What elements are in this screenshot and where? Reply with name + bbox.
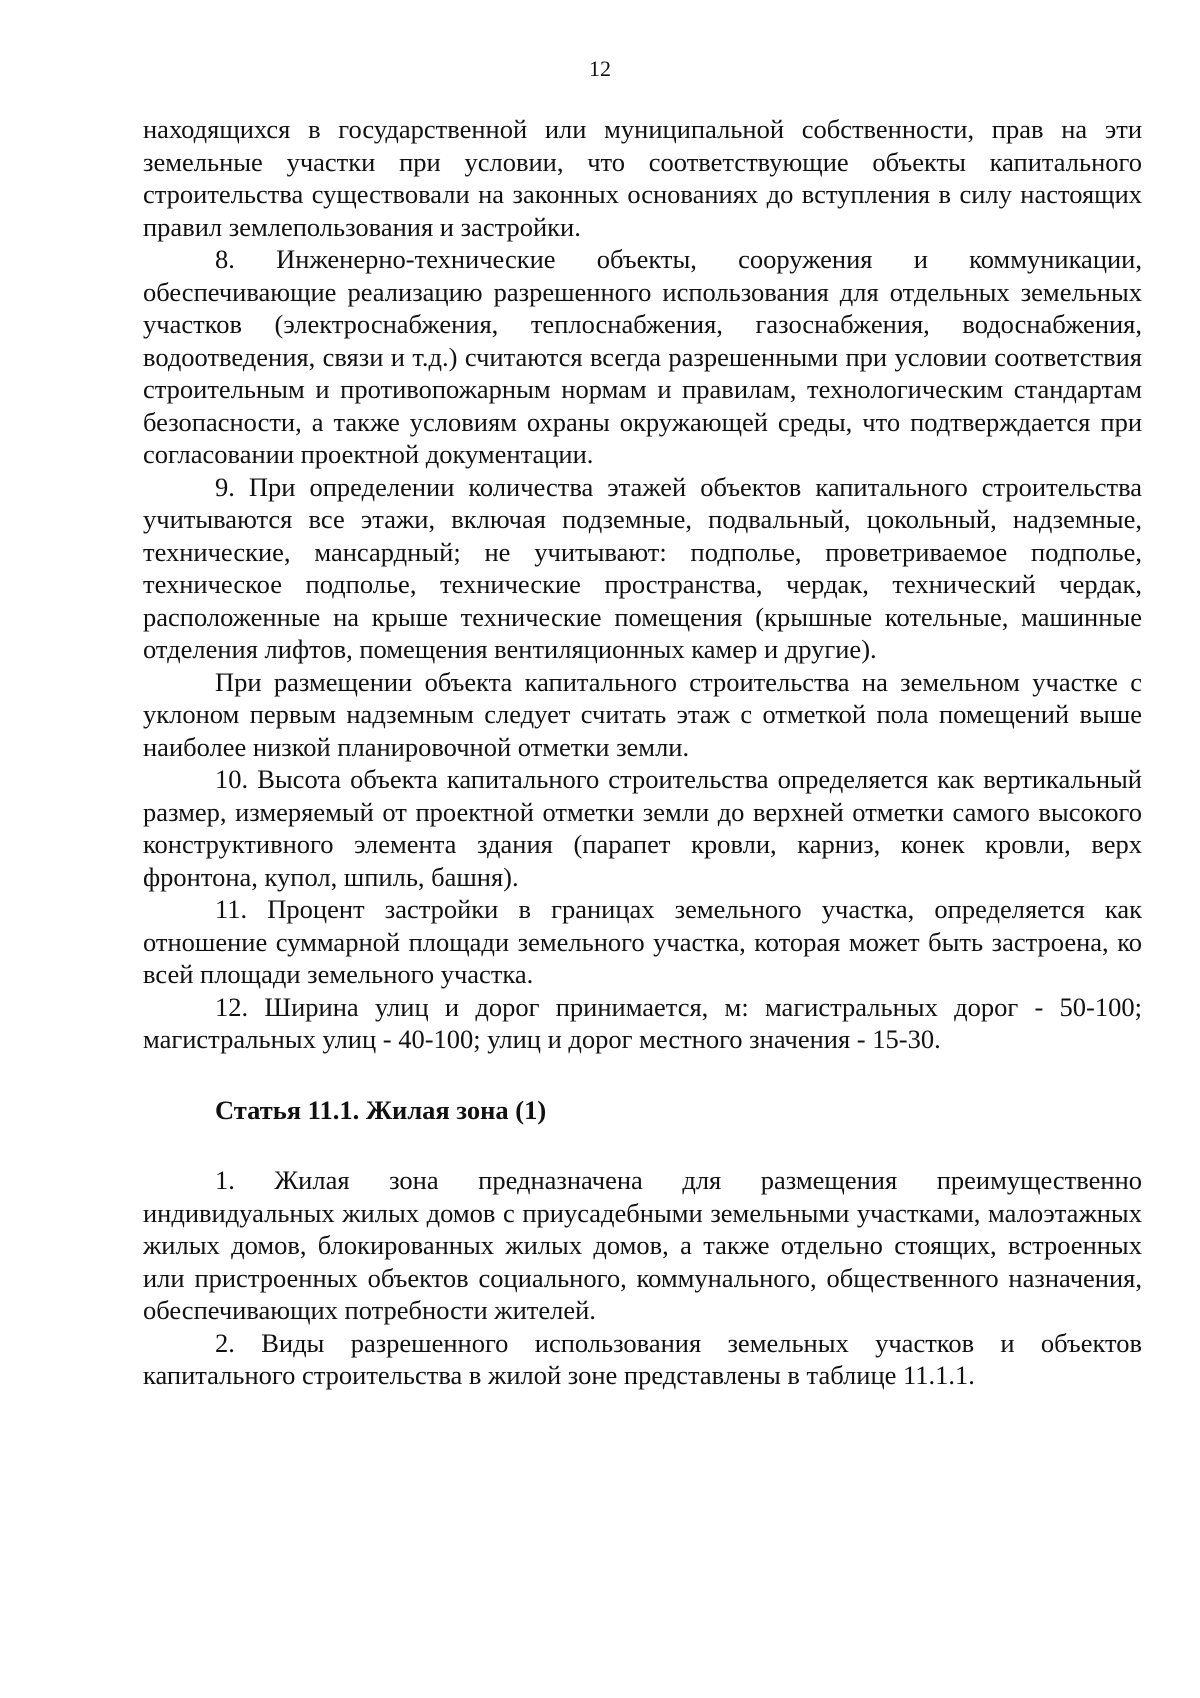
paragraph-zone-item-2: 2. Виды разрешенного использования земельных участков и объектов капитального строительства в жилой зоне представлены в таблице 11.1.1.: [143, 1327, 1142, 1390]
paragraph-continuation: находящихся в государственной или муниципальной собственности, прав на эти земельные участки при условии, что соответствующие объекты капитального строительства существовали на законных основаниях до вступления в силу настоящих правил землепользования и застройки.: [143, 114, 1142, 242]
article-heading: Статья 11.1. Жилая зона (1): [215, 1094, 547, 1125]
paragraph-item-8: 8. Инженерно-технические объекты, сооружения и коммуникации, обеспечивающие реализацию разрешенного использования для отдельных земельных участков (электроснабжения, теплоснабжения, газоснабжения, водоснабжения, водоотведения, связи и т.д.) считаются всегда разрешенными при условии соответствия строительным и противопожарным нормам и правилам, технологическим стандартам безопасности, а также условиям охраны окружающей среды, что подтверждается при согласовании проектной документации.: [143, 244, 1142, 469]
paragraph-item-9: 9. При определении количества этажей объектов капитального строительства учитываются все этажи, включая подземные, подвальный, цокольный, надземные, технические, мансардный; не учитывают: подполье, проветриваемое подполье, техническое подполье, технические пространства, чердак, технический чердак, расположенные на крыше технические помещения (крышные котельные, машинные отделения лифтов, помещения вентиляционных камер и другие).: [143, 471, 1142, 664]
paragraph-item-11: 11. Процент застройки в границах земельного участка, определяется как отношение суммарной площади земельного участка, которая может быть застроена, ко всей площади земельного участка.: [143, 894, 1142, 989]
paragraph-slope-note: При размещении объекта капитального строительства на земельном участке с уклоном первым надземным следует считать этаж с отметкой пола помещений выше наиболее низкой планировочной отметки земли.: [143, 666, 1142, 762]
document-body: [143, 113, 1142, 1392]
page-number: 12: [589, 56, 611, 81]
paragraph-zone-item-1: 1. Жилая зона предназначена для размещения преимущественно индивидуальных жилых домов с приусадебными земельными участками, малоэтажных жилых домов, блокированных жилых домов, а также отдельно стоящих, встроенных или пристроенных объектов социального, коммунального, общественного назначения, обеспечивающих потребности жителей.: [143, 1165, 1142, 1325]
paragraph-item-12: 12. Ширина улиц и дорог принимается, м: магистральных дорог - 50-100; магистральных улиц - 40-100; улиц и дорог местного значения - 15-30.: [143, 991, 1142, 1054]
paragraph-item-10: 10. Высота объекта капитального строительства определяется как вертикальный размер, измеряемый от проектной отметки земли до верхней отметки самого высокого конструктивного элемента здания (парапет кровли, карниз, конек кровли, верх фронтона, купол, шпиль, башня).: [143, 764, 1142, 892]
